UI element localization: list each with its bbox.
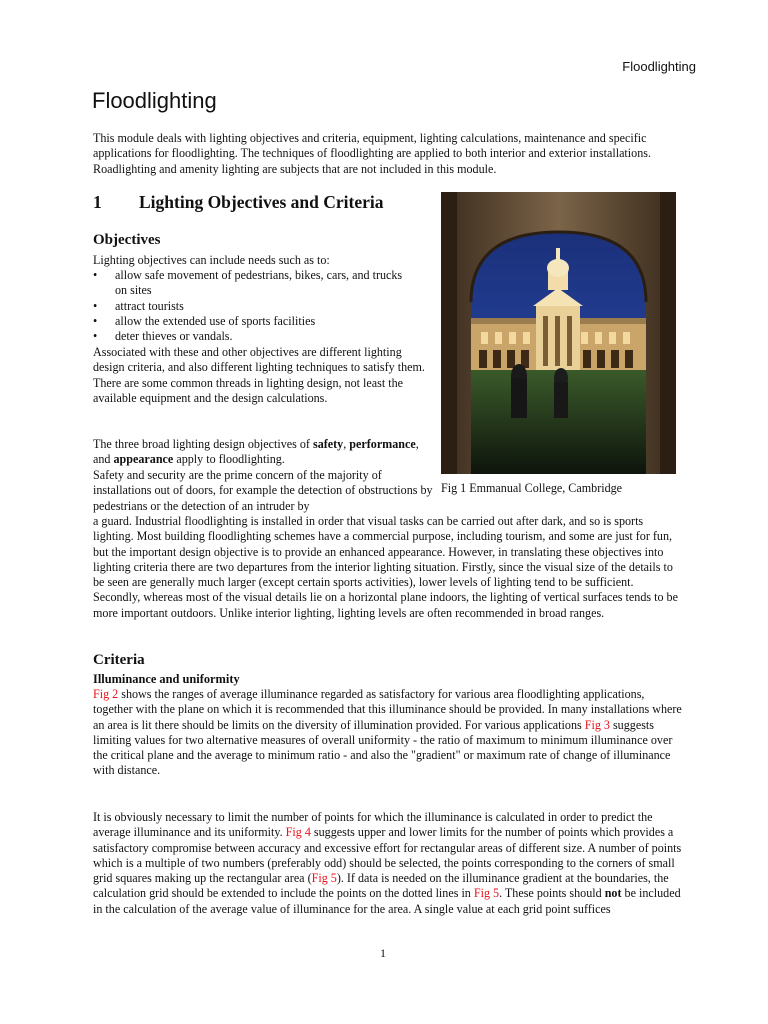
figure-emmanuel-college-photo [441,192,676,474]
criteria-paragraph-1 [93,687,683,779]
section-heading [93,192,384,213]
page-title: Floodlighting [92,88,217,113]
text-run: It is obviously necessary to limit the number of points for which the illuminance is calculated in order to predict the average illuminance and its uniformity. [93,810,653,840]
emphasis-not: not [604,886,622,901]
list-item: • allow safe movement of pedestrians, bikes, cars, and trucks on sites [93,268,413,299]
associated-paragraph: Associated with these and other objectives are different lighting design criteria, and also different lighting techniques to satisfy them. There are some common threads in lighting design, not least the available equipment and the design calculations. [93,345,425,405]
list-item: • deter thieves or vandals. [93,329,413,344]
illuminance-subheading: Illuminance and uniformity [93,672,240,686]
fig-4-link[interactable]: Fig 4 [285,825,311,840]
text-run: The three broad lighting design objectives of [93,437,313,451]
archway-illustration [441,192,676,474]
term-appearance: appearance [113,452,174,467]
text-run: , and [93,437,419,467]
criteria-heading: Criteria [93,652,145,668]
text-run: shows the ranges of average illuminance regarded as satisfactory for various area floodlighting applications, together with the plane on which it is recommended that this illuminance should be provided. In many installations where an area is lit there should be limits on the diversity of illumination provided. For various applications [93,687,682,732]
criteria-paragraph-2 [93,810,683,917]
fig-3-link[interactable]: Fig 3 [584,717,610,732]
objectives-heading: Objectives [93,232,161,248]
section-number: 1 [93,192,102,212]
text-run: suggests limiting values for two alternative measures of overall uniformity - the ratio of maximum to minimum illuminance over the critical plane and the average to minimum ratio - and also the "gradient" or maximum rate of change of illuminance with distance. [93,717,673,778]
text-run: be included in the calculation of the average value of illuminance for the area. A single value at each grid point suffices [93,886,681,916]
list-item: • attract tourists [93,299,413,314]
term-safety: safety [312,437,344,451]
figure-caption: Fig 1 Emmanual College, Cambridge [441,481,623,495]
section-title: Lighting Objectives and Criteria [139,192,384,212]
objectives-list [93,268,413,344]
fig-5-link[interactable]: Fig 5 [311,871,337,886]
text-run: , [343,437,347,451]
page-number: 1 [380,946,386,960]
text-run: suggests upper and lower limits for the number of points which provides a satisfactory compromise between accuracy and excessive effort for rectangular areas of different size. A number of points which is a multiple of two numbers (preferably odd) should be selected, the points corresponding to the corners of small grid squares making up the rectangular area ( [93,825,682,886]
list-item: • allow the extended use of sports facilities [93,314,413,329]
text-run: apply to floodlighting. [173,452,285,467]
text-run: ). If data is needed on the illuminance gradient at the boundaries, the calculation grid should be extended to include the points on the dotted lines in [93,871,669,901]
fig-2-link[interactable]: Fig 2 [93,687,119,701]
running-head: Floodlighting [622,59,696,74]
intro-paragraph: This module deals with lighting objectives and criteria, equipment, lighting calculations, maintenance and specific applications for floodlighting. The techniques of floodlighting are applied to both interior and exterior installations. Roadlighting and amenity lighting are subjects that are not included in this module. [93,131,651,176]
objectives-lead: Lighting objectives can include needs such as to: [93,253,330,267]
fig-5-link[interactable]: Fig 5 [473,886,500,901]
safety-paragraph-start: Safety and security are the prime concern of the majority of installations out of doors, for example the detection of obstructions by pedestrians or the detection of an intruder by [93,468,433,513]
design-objectives-paragraph [93,437,433,468]
text-run: . These points should [499,886,605,901]
safety-paragraph-rest: a guard. Industrial floodlighting is installed in order that visual tasks can be carried out after dark, and so is sports lighting. Most building floodlighting schemes have a commercial purpose, including tourism, and some are just for fun, but the important design objective is to provide an enhanced appearance. However, in translating these objectives into lighting criteria there are two departures from the interior lighting situation. Firstly, since the visual size of the details to be seen are generally much larger (except certain sports activities), lower levels of lighting tend to be sufficient. Secondly, whereas most of the visual details lie on a horizontal plane indoors, the lighting of vertical surfaces tends to be more important outdoors. Unlike interior lighting, lighting levels are often recommended in broad ranges. [93,514,678,620]
term-performance: performance [349,437,416,451]
